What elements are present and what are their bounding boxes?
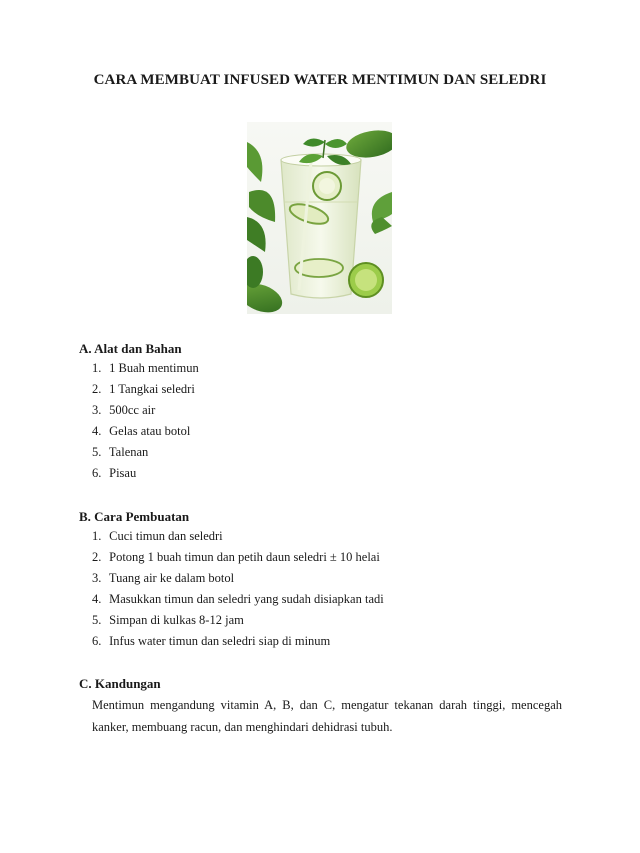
list-item: 2. 1 Tangkai seledri bbox=[92, 382, 195, 396]
list-item: 6. Infus water timun dan seledri siap di minum bbox=[92, 634, 331, 648]
kandungan-paragraph: Mentimun mengandung vitamin A, B, dan C, mengatur tekanan darah tinggi, mencegah kanker, membuang racun, dan menghindari dehidrasi tubuh. bbox=[92, 698, 562, 734]
infused-water-photo bbox=[247, 122, 392, 314]
list-item: 3. Tuang air ke dalam botol bbox=[92, 571, 235, 585]
list-item: 5. Simpan di kulkas 8-12 jam bbox=[92, 613, 244, 627]
list-item: 4. Gelas atau botol bbox=[92, 424, 191, 438]
list-item: 1. Cuci timun dan seledri bbox=[92, 529, 223, 543]
steps-list bbox=[92, 526, 384, 652]
section-heading-kandungan: C. Kandungan bbox=[79, 676, 161, 691]
list-item: 3. 500cc air bbox=[92, 403, 156, 417]
list-item: 2. Potong 1 buah timun dan petih daun seledri ± 10 helai bbox=[92, 550, 380, 564]
list-item: 4. Masukkan timun dan seledri yang sudah disiapkan tadi bbox=[92, 592, 384, 606]
cucumber-glass-illustration bbox=[247, 122, 392, 314]
section-heading-alat-bahan: A. Alat dan Bahan bbox=[79, 341, 182, 356]
section-heading-cara-pembuatan: B. Cara Pembuatan bbox=[79, 509, 190, 524]
ingredients-list bbox=[92, 358, 199, 484]
list-item: 5. Talenan bbox=[92, 445, 149, 459]
list-item: 6. Pisau bbox=[92, 466, 137, 480]
list-item: 1. 1 Buah mentimun bbox=[92, 361, 199, 375]
document-title: CARA MEMBUAT INFUSED WATER MENTIMUN DAN SELEDRI bbox=[93, 72, 547, 88]
